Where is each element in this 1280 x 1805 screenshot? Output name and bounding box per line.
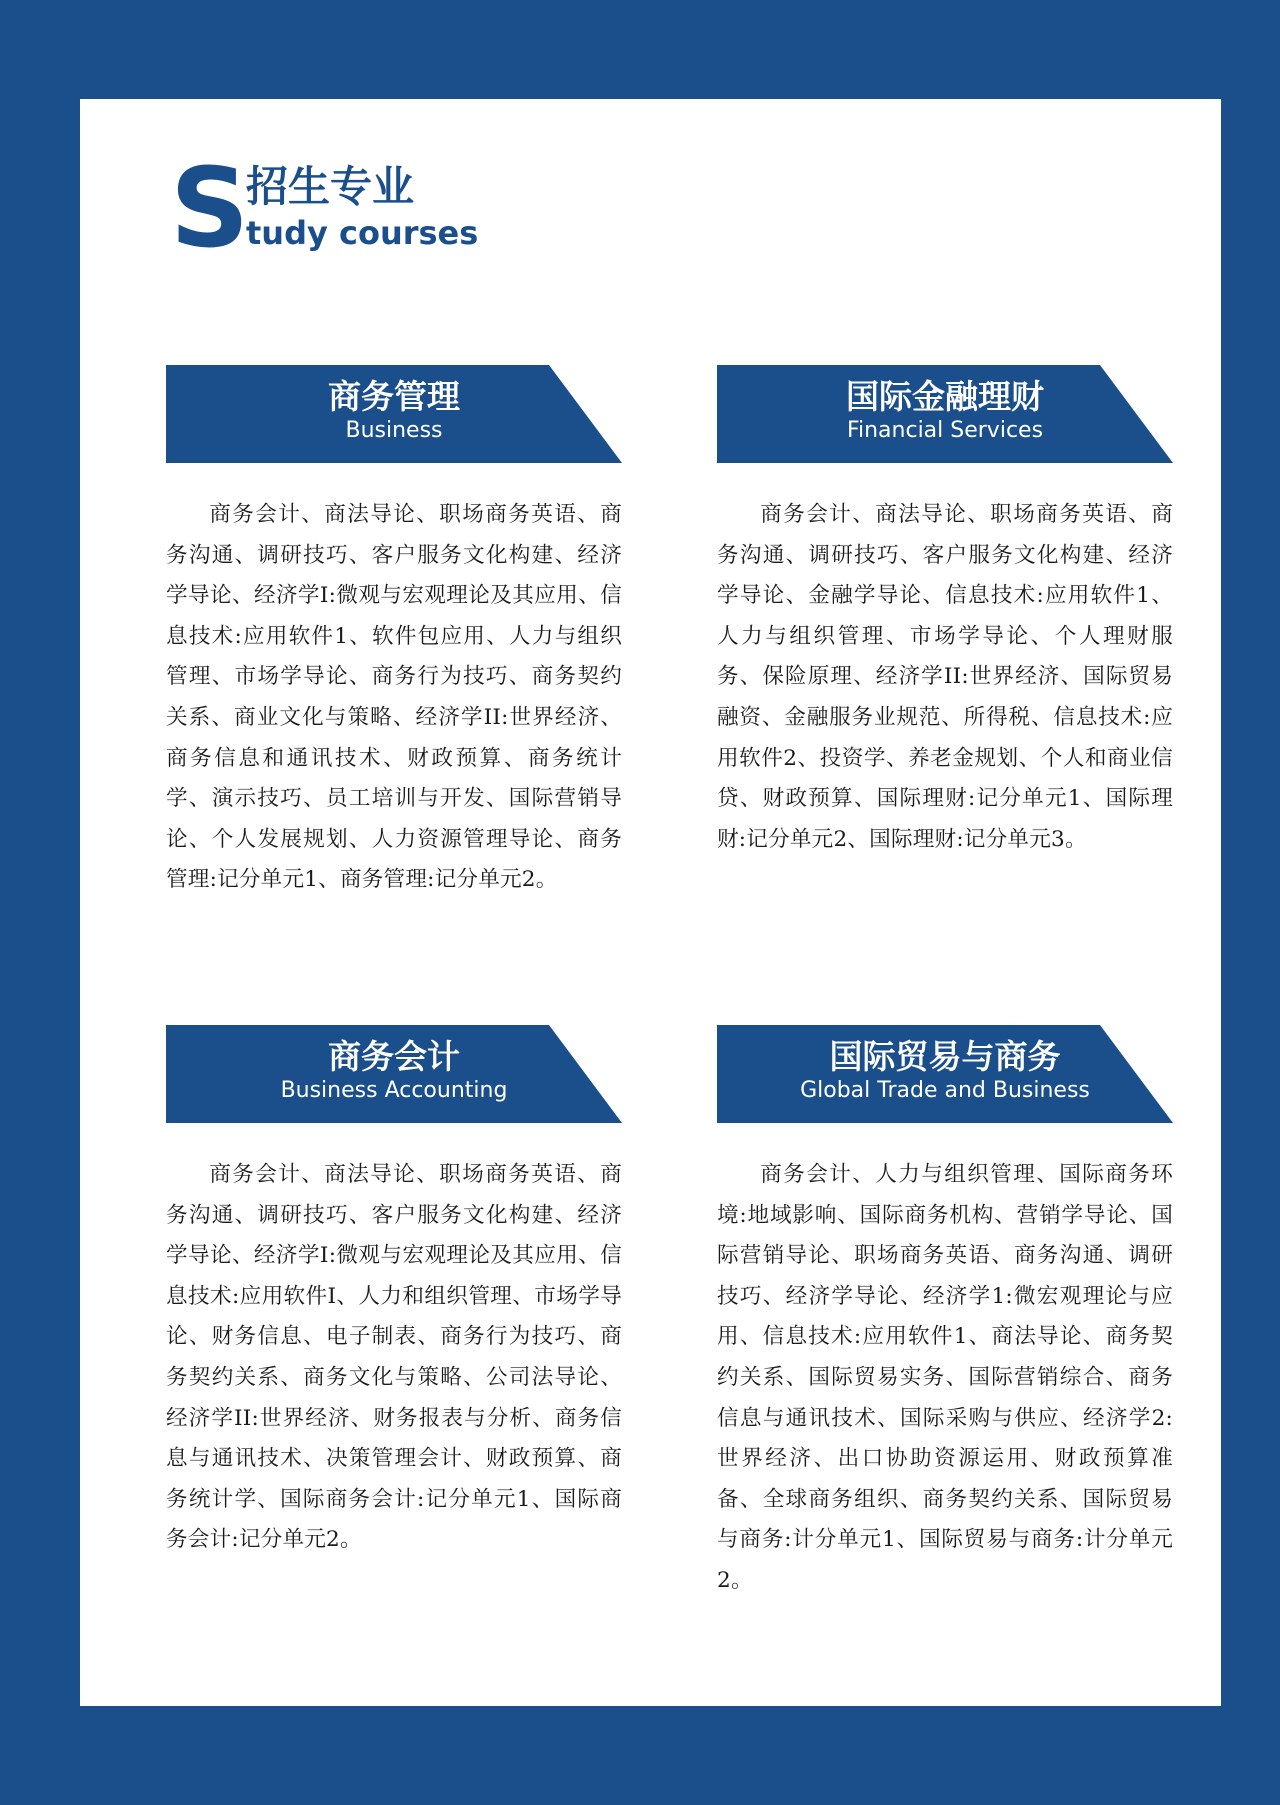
course-business-accounting bbox=[166, 1025, 622, 1561]
course-banner bbox=[717, 365, 1173, 463]
course-description: 商务会计、商法导论、职场商务英语、商务沟通、调研技巧、客户服务文化构建、经济学导论、金融学导论、信息技术:应用软件1、人力与组织管理、市场学导论、个人理财服务、保险原理、经济学II:世界经济、国际贸易融资、金融服务业规范、所得税、信息技术:应用软件2、投资学、养老金规划、个人和商业信贷、财政预算、国际理财:记分单元1、国际理财:记分单元2、国际理财:记分单元3。 bbox=[717, 502, 1173, 852]
course-description: 商务会计、商法导论、职场商务英语、商务沟通、调研技巧、客户服务文化构建、经济学导论、经济学Ⅰ:微观与宏观理论及其应用、信息技术:应用软件Ⅰ、人力和组织管理、市场学导论、财务信息、电子制表、商务行为技巧、商务契约关系、商务文化与策略、公司法导论、经济学II:世界经济、财务报表与分析、商务信息与通讯技术、决策管理会计、财政预算、商务统计学、国际商务会计:记分单元1、国际商务会计:记分单元2。 bbox=[166, 1162, 622, 1553]
course-description: 商务会计、商法导论、职场商务英语、商务沟通、调研技巧、客户服务文化构建、经济学导论、经济学I:微观与宏观理论及其应用、信息技术:应用软件1、软件包应用、人力与组织管理、市场学导论、商务行为技巧、商务契约关系、商业文化与策略、经济学II:世界经济、商务信息和通讯技术、财政预算、商务统计学、演示技巧、员工培训与开发、国际营销导论、个人发展规划、人力资源管理导论、商务管理:记分单元1、商务管理:记分单元2。 bbox=[166, 502, 622, 893]
course-banner bbox=[166, 365, 622, 463]
header-logo-letter: S bbox=[170, 144, 250, 272]
course-title-en: Business Accounting bbox=[280, 1078, 508, 1103]
course-business bbox=[166, 365, 622, 901]
course-banner bbox=[166, 1025, 622, 1123]
course-title-cn: 商务会计 bbox=[328, 1037, 460, 1076]
course-global-trade bbox=[717, 1025, 1173, 1602]
course-financial-services bbox=[717, 365, 1173, 860]
course-banner bbox=[717, 1025, 1173, 1123]
header-title-en: tudy courses bbox=[246, 214, 479, 252]
course-title-en: Global Trade and Business bbox=[800, 1078, 1090, 1103]
course-description: 商务会计、人力与组织管理、国际商务环境:地域影响、国际商务机构、营销学导论、国际营销导论、职场商务英语、商务沟通、调研技巧、经济学导论、经济学1:微宏观理论与应用、信息技术:应用软件1、商法导论、商务契约关系、国际贸易实务、国际营销综合、商务信息与通讯技术、国际采购与供应、经济学2:世界经济、出口协助资源运用、财政预算准备、全球商务组织、商务契约关系、国际贸易与商务:计分单元1、国际贸易与商务:计分单元2。 bbox=[717, 1162, 1173, 1593]
section-header bbox=[170, 144, 670, 272]
course-title-en: Business bbox=[345, 418, 443, 443]
course-title-cn: 国际金融理财 bbox=[846, 377, 1044, 416]
course-title-cn: 商务管理 bbox=[328, 377, 460, 416]
course-title-cn: 国际贸易与商务 bbox=[829, 1037, 1061, 1076]
header-title-cn: 招生专业 bbox=[246, 162, 415, 211]
course-title-en: Financial Services bbox=[846, 418, 1044, 443]
